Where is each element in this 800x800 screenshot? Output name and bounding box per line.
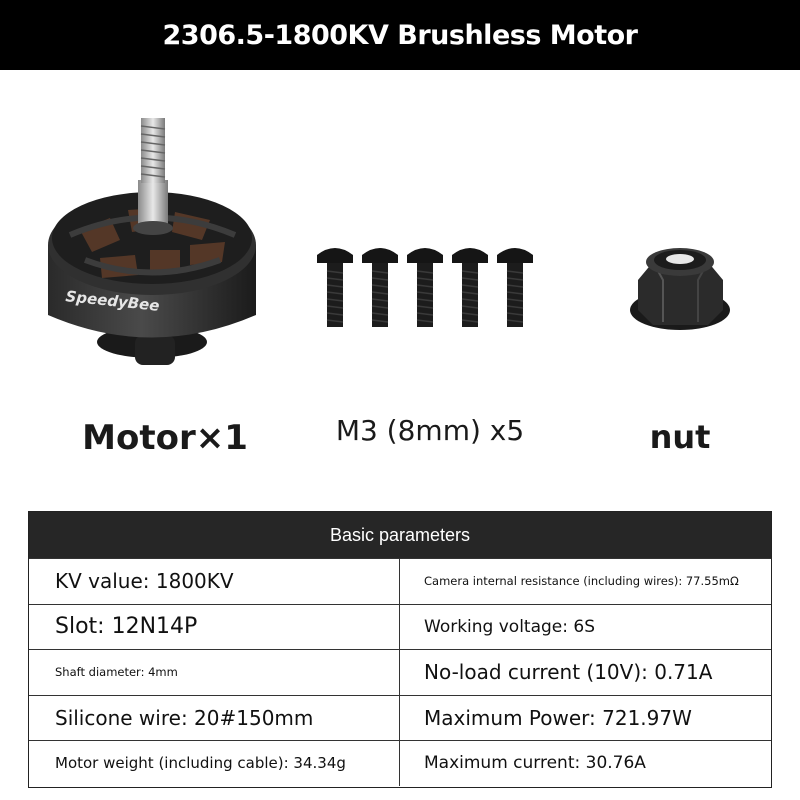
slot-config: Slot: 12N14P (29, 605, 400, 650)
table-row (29, 740, 771, 786)
working-voltage: Working voltage: 6S (424, 616, 595, 637)
parameters-table (28, 511, 772, 788)
screws-caption: M3 (8mm) x5 (335, 414, 525, 447)
table-row (29, 695, 771, 741)
page-title: 2306.5-1800KV Brushless Motor (0, 0, 800, 70)
nut-illustration (628, 240, 733, 335)
no-load-current: No-load current (10V): 0.71A (424, 660, 713, 685)
motor-image (40, 110, 265, 375)
table-row (29, 604, 771, 650)
brand-logo: SpeedyBee (64, 287, 161, 315)
internal-resistance: Camera internal resistance (including wires): 77.55mΩ (424, 574, 739, 589)
nut-caption: nut (649, 418, 711, 456)
motor-caption: Motor×1 (82, 418, 248, 458)
maximum-current: Maximum current: 30.76A (424, 753, 646, 774)
nut-image (628, 240, 733, 335)
motor-weight: Motor weight (including cable): 34.34g (29, 741, 400, 786)
screws-illustration (312, 245, 542, 335)
table-row (29, 558, 771, 604)
maximum-power: Maximum Power: 721.97W (424, 705, 692, 730)
kv-value: KV value: 1800KV (29, 559, 400, 604)
screws-image (312, 245, 542, 335)
shaft-diameter: Shaft diameter: 4mm (29, 650, 400, 695)
motor-illustration (40, 110, 265, 375)
table-row (29, 649, 771, 695)
table-title: Basic parameters (29, 512, 771, 558)
silicone-wire: Silicone wire: 20#150mm (29, 696, 400, 741)
